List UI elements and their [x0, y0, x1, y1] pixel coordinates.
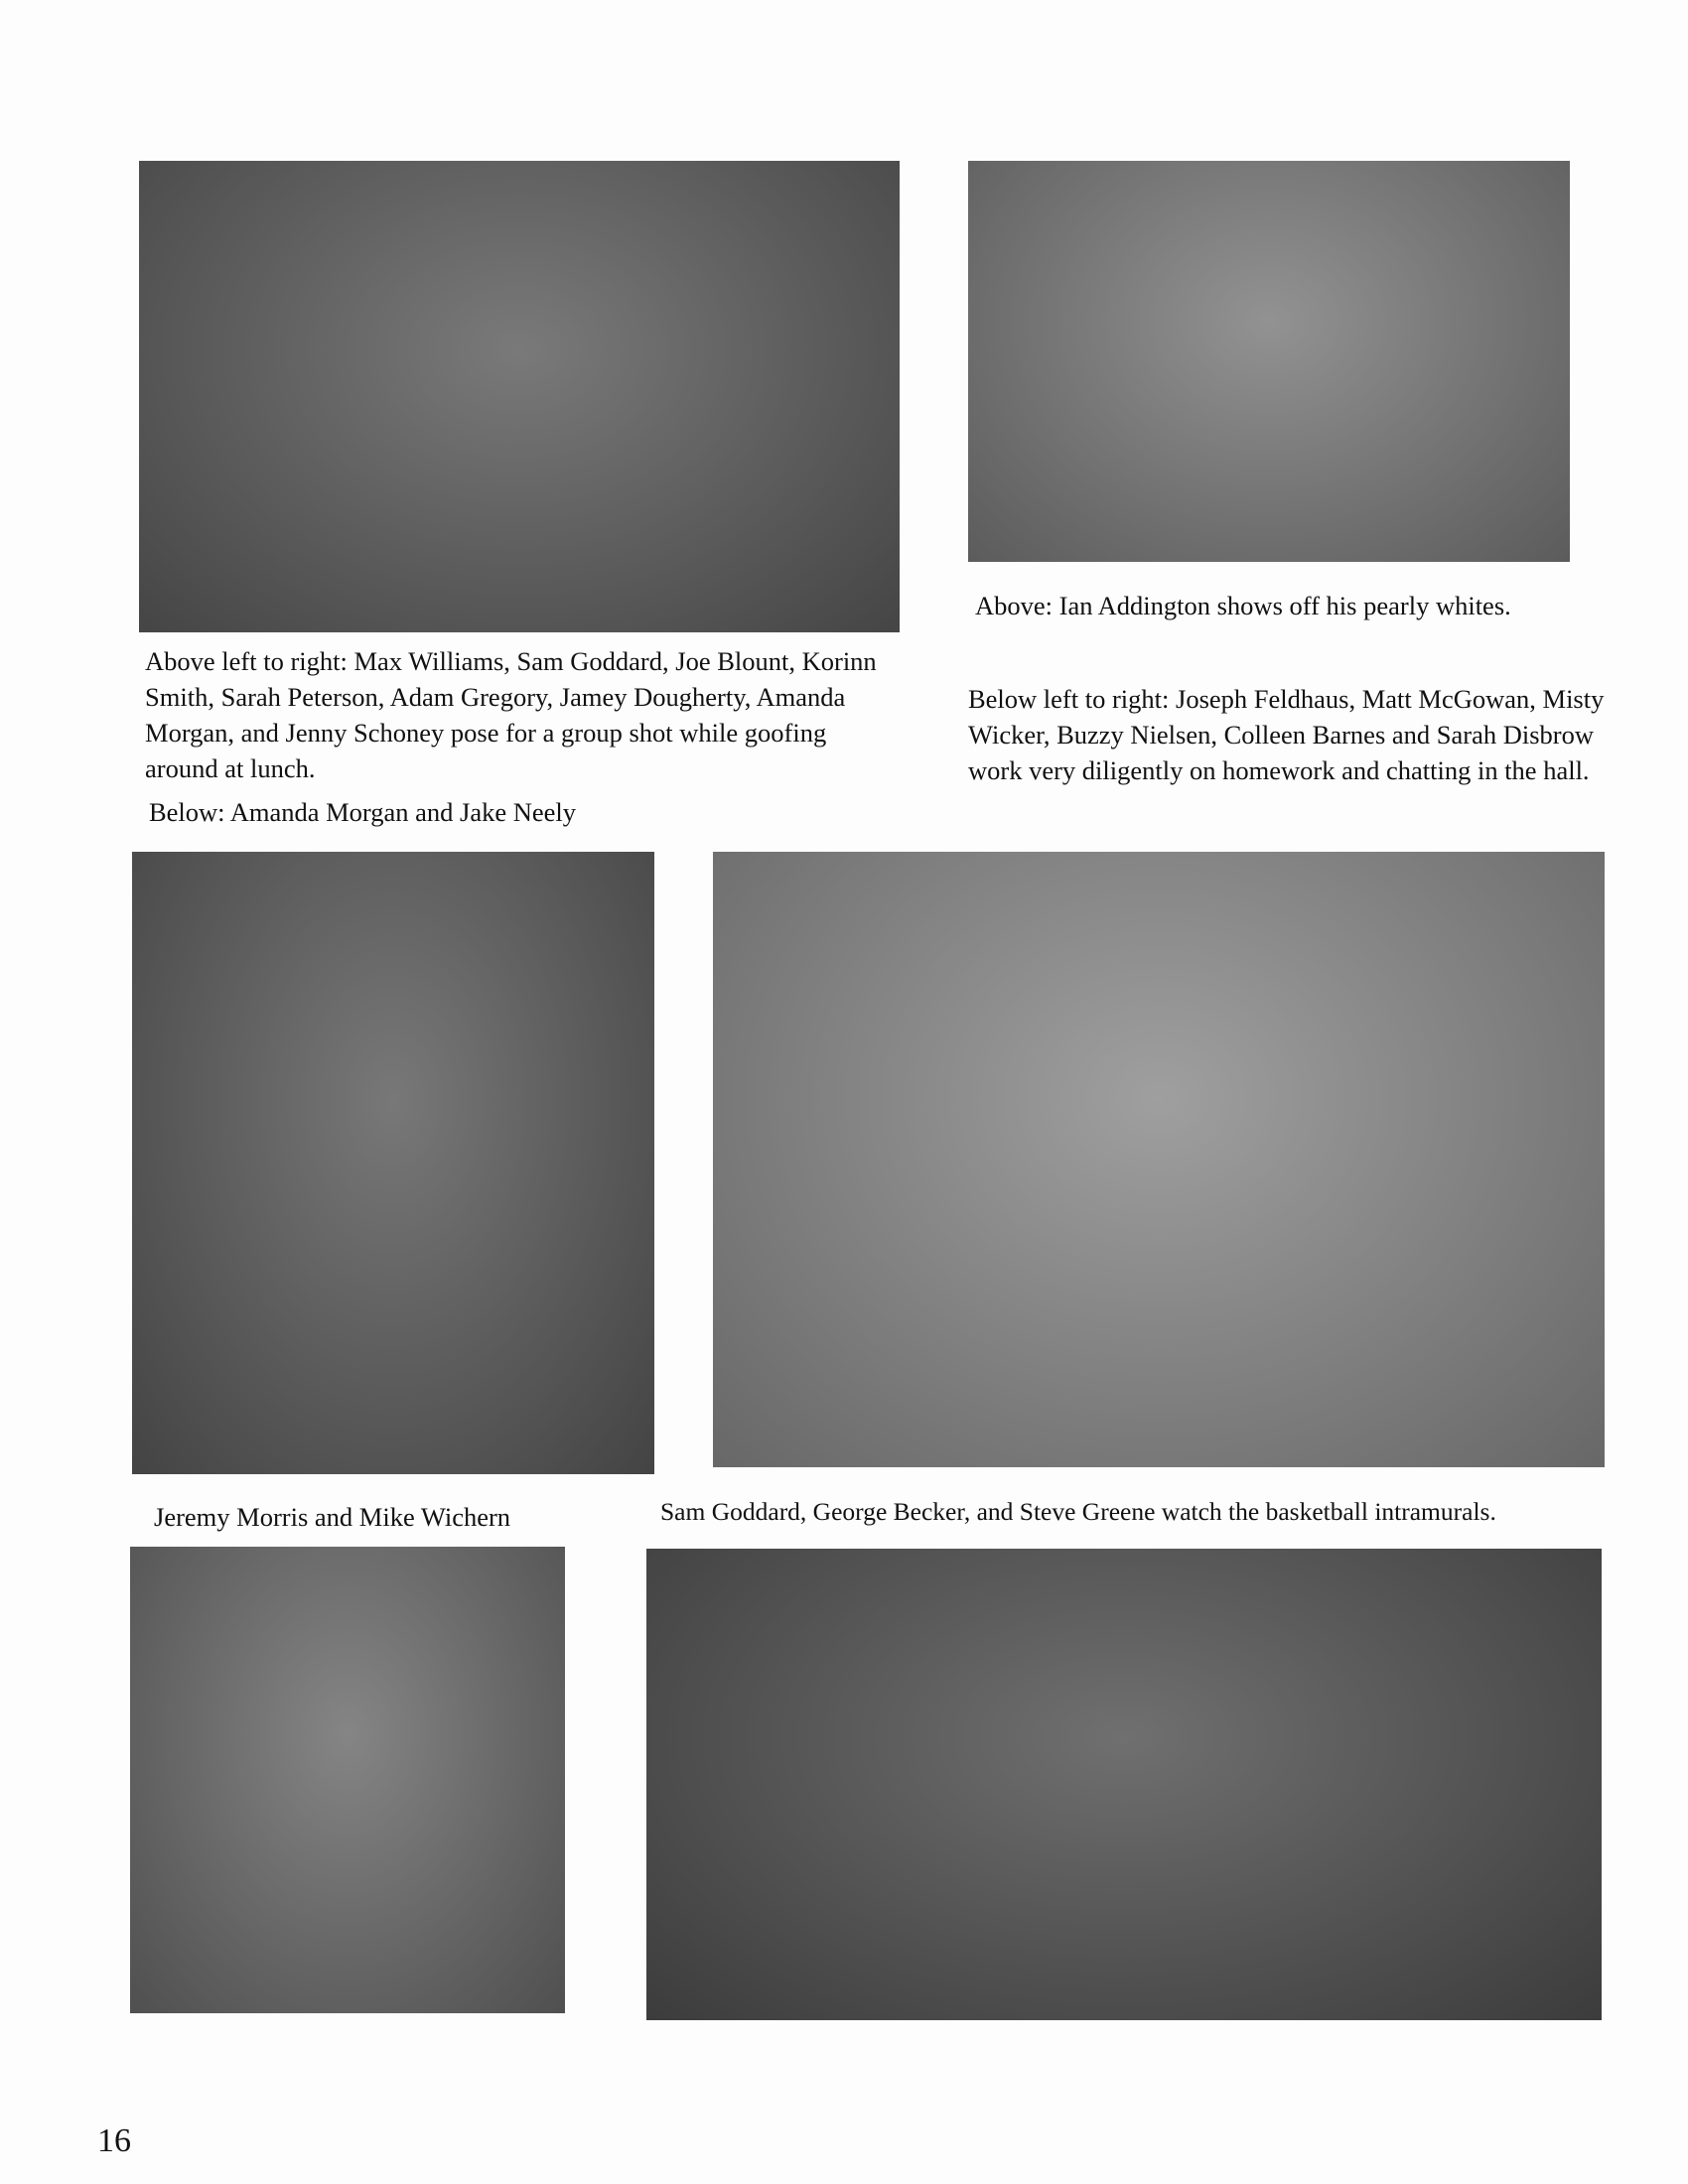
page-number: 16 [97, 2122, 131, 2159]
caption-amanda-jake: Below: Amanda Morgan and Jake Neely [149, 797, 577, 827]
caption-basketball: Sam Goddard, George Becker, and Steve Greene watch the basketball intramurals. [660, 1497, 1496, 1526]
photo-amanda-jake [132, 852, 654, 1474]
photo-group-lunch [139, 161, 900, 632]
caption-hall-group: Below left to right: Joseph Feldhaus, Matt McGowan, Misty Wicker, Buzzy Nielsen, Colleen Barnes and Sarah Disbrow work very diligently on homework and chatting in the hall. [968, 684, 1605, 785]
photo-hall-group [713, 852, 1605, 1467]
caption-jeremy-mike: Jeremy Morris and Mike Wichern [154, 1502, 511, 1532]
photo-ian-addington [968, 161, 1570, 562]
photo-jeremy-mike [130, 1547, 565, 2013]
caption-group-lunch: Above left to right: Max Williams, Sam Goddard, Joe Blount, Korinn Smith, Sarah Peterson, Adam Gregory, Jamey Dougherty, Amanda Morgan, and Jenny Schoney pose for a group shot while goofing around at lunch. [145, 646, 877, 783]
photo-basketball [646, 1549, 1602, 2020]
caption-ian-addington: Above: Ian Addington shows off his pearly whites. [975, 591, 1511, 620]
